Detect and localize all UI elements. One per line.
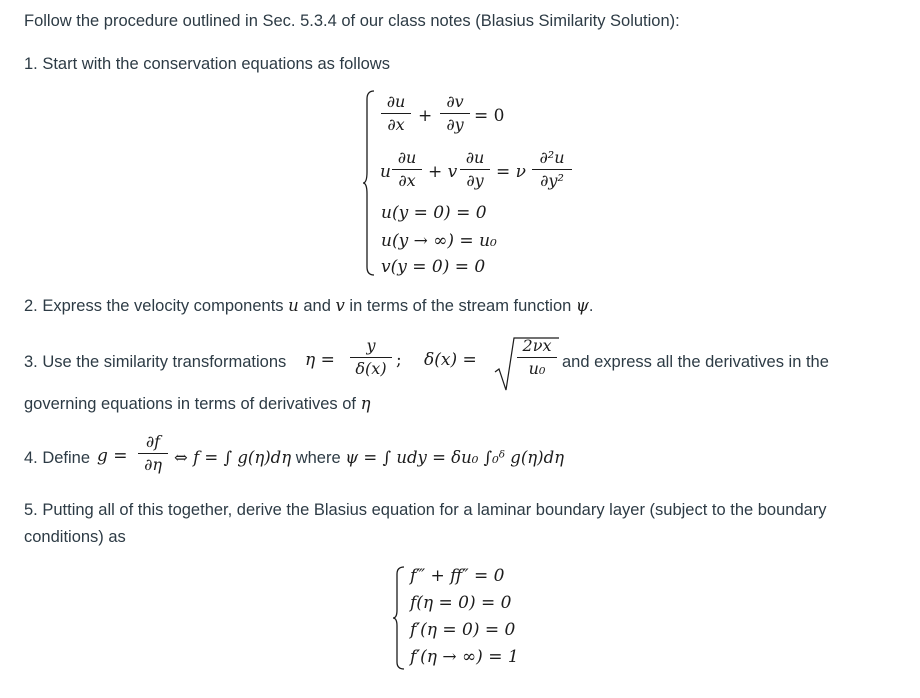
step4-g-eq: g = [97, 446, 128, 466]
step3-delta-eq: δ(x) = [424, 350, 477, 370]
left-brace-2 [392, 566, 406, 670]
intro-text: Follow the procedure outlined in Sec. 5.3.4 of our class notes (Blasius Similarity Solution): [24, 12, 680, 30]
momentum-du-dy: ∂u ∂y [460, 148, 490, 191]
step3-text-line2: governing equations in terms of derivatives of η [24, 394, 371, 413]
momentum-plus-v: + v [428, 162, 458, 182]
bc-u-freestream: u(y → ∞) = u₀ [381, 231, 497, 251]
step3-eta-eq: η = [305, 350, 335, 370]
step3-eta-fraction: y δ(x) [350, 336, 392, 379]
step3-text-prefix: 3. Use the similarity transformations [24, 353, 287, 371]
blasius-equation: f‴ + ff″ = 0 [410, 566, 505, 586]
step2-text: 2. Express the velocity components u and v in terms of the stream function ψ. [24, 296, 594, 315]
momentum-eq-nu: = ν [496, 162, 526, 182]
blasius-bc-f: f(η = 0) = 0 [410, 593, 512, 613]
step3-semicolon: ; [396, 350, 402, 370]
step3-sqrt-fraction: 2νx u₀ [517, 336, 557, 379]
step1-text: 1. Start with the conservation equations as follows [24, 55, 390, 73]
continuity-dv-dy: ∂v ∂y [440, 92, 470, 135]
step4-rest: ⇔ f = ∫ g(η)dη where ψ = ∫ udy = δu₀ ∫₀ᵟ g(η)dη [174, 448, 565, 467]
bc-v-wall: v(y = 0) = 0 [381, 257, 486, 277]
continuity-plus: + [418, 106, 433, 126]
momentum-u: u [380, 162, 391, 182]
left-brace-1 [362, 90, 376, 276]
step4-text-prefix: 4. Define [24, 449, 91, 467]
step4-df-deta: ∂f ∂η [138, 432, 168, 475]
step5-text-line1: 5. Putting all of this together, derive the Blasius equation for a laminar boundary layer (subject to the boundary [24, 501, 827, 519]
bc-u-wall: u(y = 0) = 0 [381, 203, 487, 223]
blasius-bc-fprime-wall: f′(η = 0) = 0 [410, 620, 516, 640]
blasius-bc-fprime-inf: f′(η → ∞) = 1 [410, 647, 519, 667]
step5-text-line2: conditions) as [24, 528, 126, 546]
momentum-d2u-dy2: ∂²u ∂y² [532, 148, 572, 191]
continuity-du-dx: ∂u ∂x [381, 92, 411, 135]
momentum-du-dx: ∂u ∂x [392, 148, 422, 191]
continuity-eq0: = 0 [474, 106, 505, 126]
step3-text-suffix: and express all the derivatives in the [562, 353, 829, 371]
